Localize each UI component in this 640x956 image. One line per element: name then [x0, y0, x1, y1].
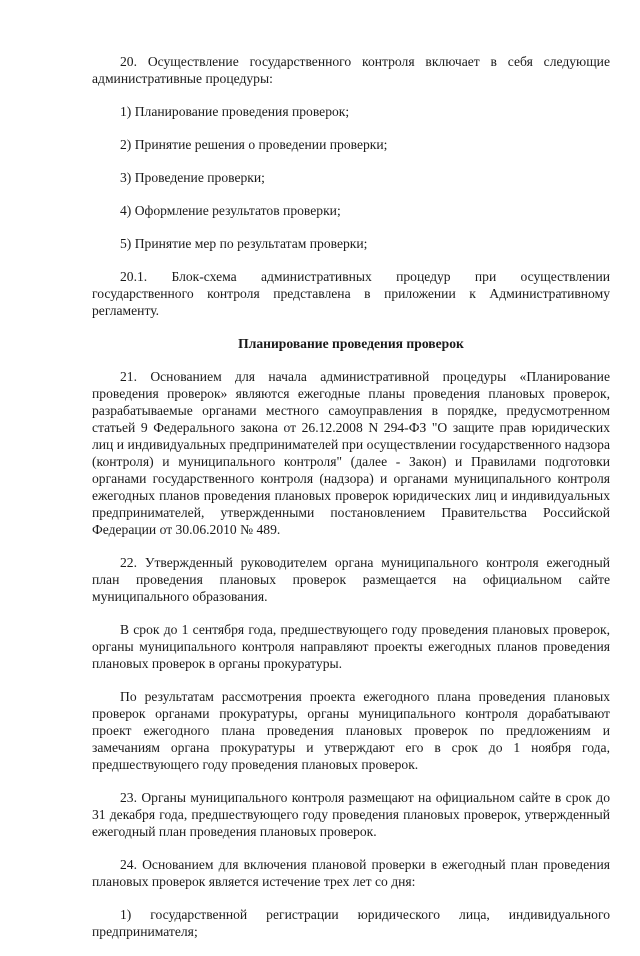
list-item-results: 4) Оформление результатов проверки;: [120, 203, 341, 218]
paragraph-20: 20. Осуществление государственного контроля включает в себя следующие административные процедуры:: [92, 54, 610, 86]
document-body: [92, 53, 610, 956]
section-heading: Планирование проведения проверок: [238, 336, 464, 351]
list-item-measures: 5) Принятие мер по результатам проверки;: [120, 236, 368, 251]
paragraph-20-1: 20.1. Блок-схема административных процедур при осуществлении государственного контроля представлена в приложении к Административному регламенту.: [92, 269, 610, 318]
paragraph-23: 23. Органы муниципального контроля размещают на официальном сайте в срок до 31 декабря года, предшествующего году проведения плановых проверок, утвержденный ежегодный план проведения плановых проверок.: [92, 790, 610, 839]
paragraph-21: 21. Основанием для начала административной процедуры «Планирование проведения проверок» являются ежегодные планы проведения плановых проверок, разрабатываемые органами местного самоуправления в порядке, предусмотренном статьей 9 Федерального закона от 26.12.2008 N 294-ФЗ "О защите прав юридических лиц и индивидуальных предпринимателей при осуществлении государственного надзора (контроля) и муниципального контроля" (далее - Закон) и Правилами подготовки органами государственного контроля (надзора) и органами муниципального контроля ежегодных планов проведения плановых проверок юридических лиц и индивидуальных предпринимателей, утвержденными постановлением Правительства Российской Федерации от 30.06.2010 № 489.: [92, 369, 610, 537]
paragraph-22-deadline: В срок до 1 сентября года, предшествующего году проведения плановых проверок, органы муниципального контроля направляют проекты ежегодных планов проведения плановых проверок в органы прокуратуры.: [92, 622, 610, 671]
paragraph-24-item-1: 1) государственной регистрации юридического лица, индивидуального предпринимателя;: [92, 907, 610, 939]
paragraph-24: 24. Основанием для включения плановой проверки в ежегодный план проведения плановых проверок является истечение трех лет со дня:: [92, 857, 610, 889]
list-item-decision: 2) Принятие решения о проведении проверки;: [120, 137, 388, 152]
list-item-planning: 1) Планирование проведения проверок;: [120, 104, 350, 119]
paragraph-22-review: По результатам рассмотрения проекта ежегодного плана проведения плановых проверок органами прокуратуры, органы муниципального контроля дорабатывают проект ежегодного плана проведения плановых проверок по предложениям и замечаниям органа прокуратуры и утверждают его в срок до 1 ноября года, предшествующего году проведения плановых проверок.: [92, 689, 610, 772]
paragraph-22: 22. Утвержденный руководителем органа муниципального контроля ежегодный план проведения плановых проверок размещается на официальном сайте муниципального образования.: [92, 555, 610, 604]
list-item-conducting: 3) Проведение проверки;: [120, 170, 265, 185]
